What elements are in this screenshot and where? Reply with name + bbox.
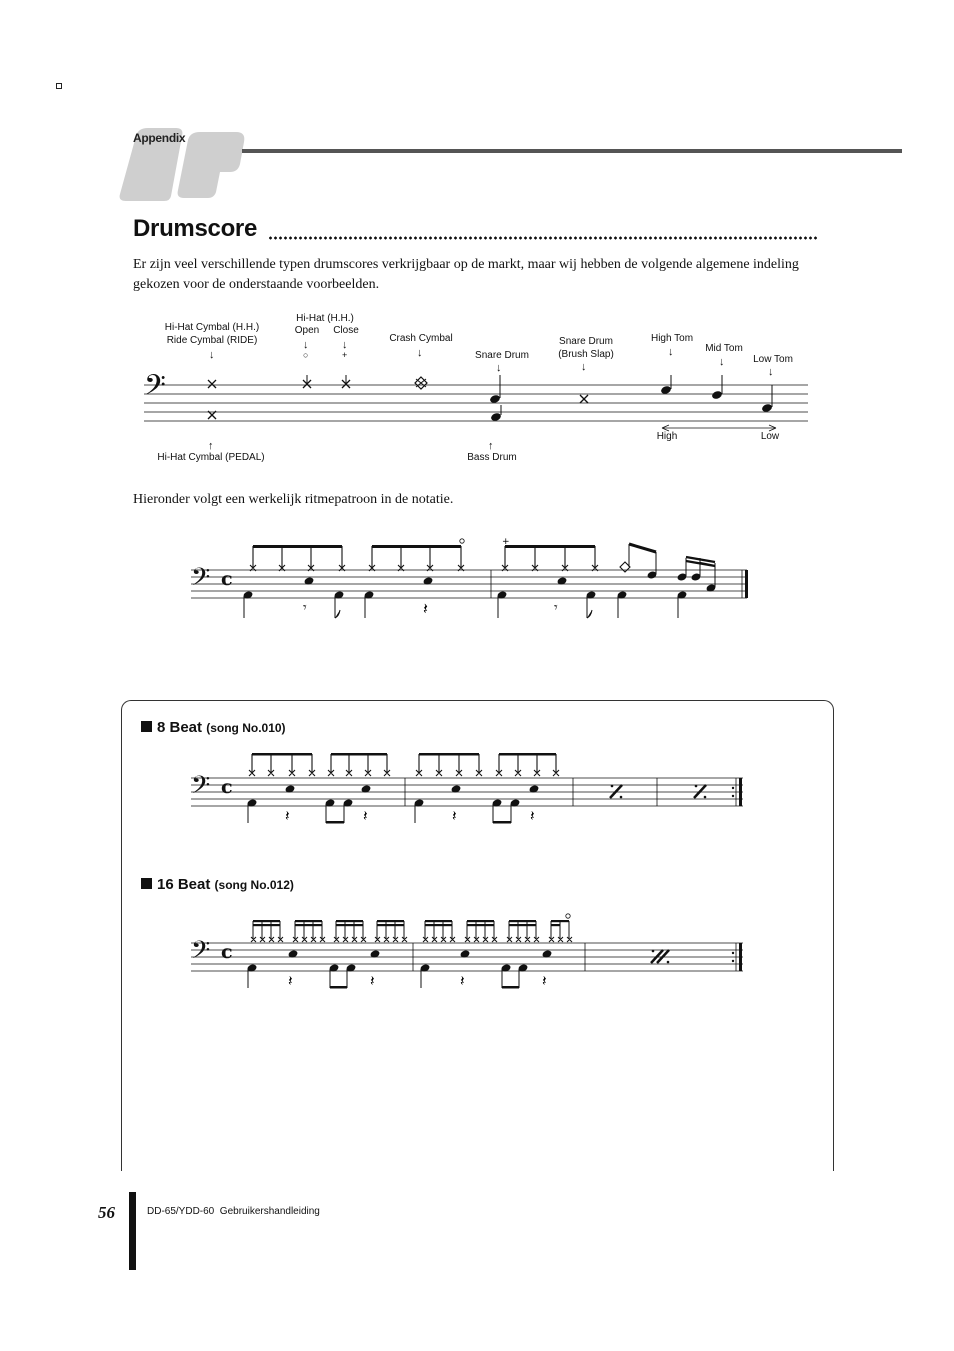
bass-clef-icon: 𝄢 bbox=[191, 937, 211, 970]
arrow-up-icon: ↑ bbox=[488, 440, 494, 452]
square-bullet-icon bbox=[141, 878, 152, 889]
common-time-icon: c bbox=[221, 941, 233, 963]
label-crash-cymbal: Crash Cymbal bbox=[389, 333, 453, 344]
svg-text:𝄽: 𝄽 bbox=[423, 599, 428, 618]
pattern-title-16beat: 16 Beat (song No.012) bbox=[141, 876, 294, 893]
svg-text:𝄽: 𝄽 bbox=[542, 972, 547, 990]
bass-clef-icon: 𝄢 bbox=[191, 564, 211, 597]
corner-mark bbox=[56, 83, 62, 89]
title-leader-dots bbox=[268, 236, 818, 240]
song-number: (song No.012) bbox=[214, 878, 294, 892]
footer-text: DD-65/YDD-60 Gebruikershandleiding bbox=[147, 1206, 320, 1217]
arrow-up-icon: ↑ bbox=[208, 440, 214, 452]
square-bullet-icon bbox=[141, 721, 152, 732]
arrow-down-icon: ↓ bbox=[668, 346, 674, 358]
label-bass-drum: Bass Drum bbox=[467, 452, 517, 463]
footer-bar bbox=[129, 1192, 136, 1270]
arrow-down-icon: ↓ bbox=[768, 366, 774, 378]
label-hihat-pedal: Hi-Hat Cymbal (PEDAL) bbox=[157, 452, 265, 463]
staff-8beat bbox=[185, 745, 750, 830]
example-staff bbox=[185, 530, 755, 630]
svg-text:𝄽: 𝄽 bbox=[530, 807, 535, 825]
staff-16beat bbox=[185, 910, 750, 995]
bass-clef-icon: 𝄢 bbox=[144, 370, 166, 408]
arrow-down-icon: ↓ bbox=[417, 347, 423, 359]
arrow-down-icon: ↓ bbox=[581, 361, 587, 373]
legend-staff bbox=[140, 375, 820, 445]
svg-text:𝄽: 𝄽 bbox=[452, 807, 457, 825]
svg-text:𝄽: 𝄽 bbox=[370, 972, 375, 990]
bass-clef-icon: 𝄢 bbox=[191, 772, 211, 805]
svg-text:𝄾: 𝄾 bbox=[303, 600, 307, 616]
close-symbol-icon: + bbox=[342, 350, 348, 360]
page-number: 56 bbox=[98, 1203, 115, 1222]
label-hihat-close: Close bbox=[333, 325, 359, 336]
svg-text:𝄽: 𝄽 bbox=[460, 972, 465, 990]
svg-text:𝄽: 𝄽 bbox=[288, 972, 293, 990]
svg-text:+: + bbox=[502, 537, 510, 547]
section-label: Appendix bbox=[133, 131, 186, 145]
arrow-down-icon: ↓ bbox=[496, 362, 502, 374]
label-hihat-cymbal: Hi-Hat Cymbal (H.H.) bbox=[164, 322, 260, 333]
arrow-down-icon: ↓ bbox=[719, 356, 725, 368]
arrow-down-icon: ↓ bbox=[303, 339, 309, 351]
common-time-icon: c bbox=[221, 568, 233, 590]
pattern-title-8beat: 8 Beat (song No.010) bbox=[141, 719, 286, 736]
open-symbol-icon: ○ bbox=[303, 350, 309, 360]
svg-text:𝄽: 𝄽 bbox=[285, 807, 290, 825]
song-number: (song No.010) bbox=[206, 721, 286, 735]
example-intro: Hieronder volgt een werkelijk ritmepatroon in de notatie. bbox=[133, 492, 454, 507]
svg-text:𝄾: 𝄾 bbox=[554, 600, 558, 616]
label-high-tom: High Tom bbox=[650, 333, 694, 344]
svg-text:𝄽: 𝄽 bbox=[363, 807, 368, 825]
label-hihat-open: Open bbox=[294, 325, 320, 336]
label-snare-brush: Snare Drum bbox=[559, 336, 613, 347]
label-snare-brush-sub: (Brush Slap) bbox=[558, 349, 614, 360]
label-high: High bbox=[656, 431, 678, 442]
header-rule bbox=[242, 149, 902, 153]
label-low: Low bbox=[760, 431, 780, 442]
arrow-down-icon: ↓ bbox=[209, 349, 215, 361]
label-hihat-title: Hi-Hat (H.H.) bbox=[296, 313, 354, 324]
label-ride-cymbal: Ride Cymbal (RIDE) bbox=[166, 335, 258, 346]
page-title: Drumscore bbox=[133, 215, 258, 242]
label-mid-tom: Mid Tom bbox=[705, 343, 743, 354]
intro-paragraph: Er zijn veel verschillende typen drumscores verkrijgbaar op de markt, maar wij hebben de volgende algemene indeling gekozen voor de onderstaande voorbeelden. bbox=[133, 257, 799, 292]
label-low-tom: Low Tom bbox=[753, 354, 793, 365]
arrow-down-icon: ↓ bbox=[342, 339, 348, 351]
common-time-icon: c bbox=[221, 776, 233, 798]
label-snare-drum: Snare Drum bbox=[475, 350, 529, 361]
